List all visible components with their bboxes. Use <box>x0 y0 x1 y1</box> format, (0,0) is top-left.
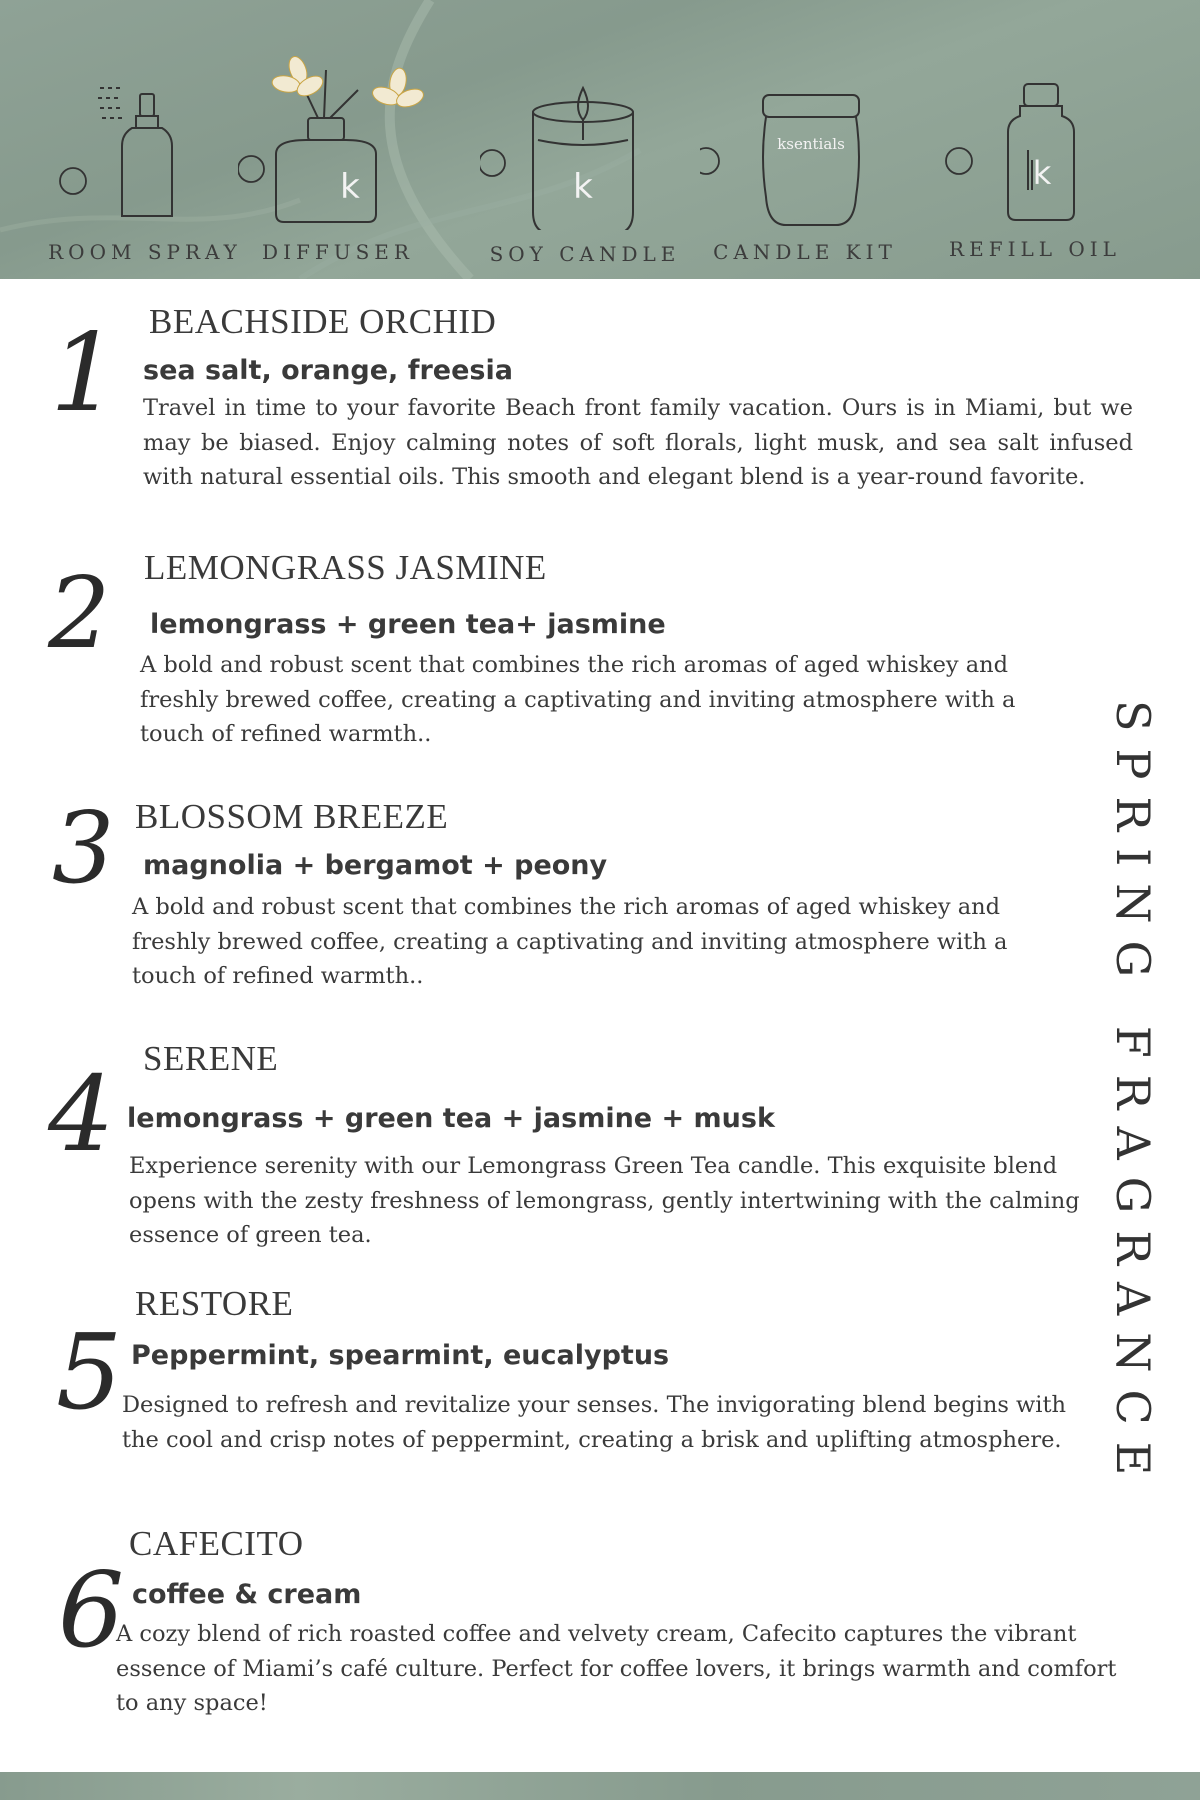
fragrance-notes: lemongrass + green tea+ jasmine <box>150 609 666 640</box>
fragrance-number: 1 <box>50 311 119 436</box>
fragrance-description: A bold and robust scent that combines the rich aromas of aged whiskey and freshly brewed coffee, creating a captivating and inviting atmosphere with a touch of refined warmth.. <box>140 652 1016 747</box>
spray-bottle-icon <box>40 0 250 230</box>
fragrance-number: 3 <box>52 792 115 906</box>
fragrance-notes: Peppermint, spearmint, eucalyptus <box>131 1340 670 1371</box>
fragrance-title: CAFECITO <box>129 1524 304 1563</box>
product-label: SOY CANDLE <box>489 242 681 266</box>
svg-text:k: k <box>1032 154 1052 192</box>
fragrance-notes: lemongrass + green tea + jasmine + musk <box>127 1103 775 1134</box>
product-refill-oil <box>930 0 1140 279</box>
fragrance-notes: magnolia + bergamot + peony <box>143 850 608 881</box>
product-label: REFILL OIL <box>949 237 1121 261</box>
oil-bottle-icon <box>930 0 1140 230</box>
svg-text:ksentials: ksentials <box>777 135 845 153</box>
product-room-spray <box>40 0 250 279</box>
product-diffuser <box>238 0 438 279</box>
reed-diffuser-icon <box>238 0 438 230</box>
svg-text:k: k <box>340 167 360 207</box>
fragrance-description: Designed to refresh and revitalize your senses. The invigorating blend begins with the cool and crisp notes of peppermint, creating a brisk and uplifting atmosphere. <box>122 1392 1067 1453</box>
fragrance-title: RESTORE <box>135 1284 294 1323</box>
fragrance-notes: sea salt, orange, freesia <box>143 355 513 386</box>
product-label: ROOM SPRAY <box>48 240 242 264</box>
fragrance-notes: coffee & cream <box>132 1579 362 1610</box>
fragrance-number: 2 <box>48 557 111 671</box>
fragrance-description: A bold and robust scent that combines the rich aromas of aged whiskey and freshly brewed coffee, creating a captivating and inviting atmosphere with a touch of refined warmth.. <box>132 894 1008 989</box>
fragrance-number: 5 <box>56 1311 123 1433</box>
fragrance-description: A cozy blend of rich roasted coffee and velvety cream, Cafecito captures the vibrant essence of Miami’s café culture. Perfect for coffee lovers, it brings warmth and comfort to any space! <box>116 1621 1117 1716</box>
fragrance-title: BEACHSIDE ORCHID <box>149 302 497 341</box>
fragrance-description: Travel in time to your favorite Beach front family vacation. Ours is in Miami, but we may be biased. Enjoy calming notes of soft florals, light musk, and sea salt infused with natural essential oils. This smooth and elegant blend is a year-round favorite. <box>143 395 1133 490</box>
fragrance-description: Experience serenity with our Lemongrass Green Tea candle. This exquisite blend opens with the zesty freshness of lemongrass, gently intertwining with the calming essence of green tea. <box>129 1153 1080 1248</box>
svg-text:k: k <box>573 167 593 207</box>
fragrance-title: SERENE <box>143 1039 279 1078</box>
candle-jar-icon <box>480 0 690 230</box>
candle-kit-pouch-icon <box>700 0 910 230</box>
header-banner <box>0 0 1200 279</box>
fragrance-number: 4 <box>48 1053 115 1175</box>
footer-band <box>0 1772 1200 1800</box>
product-soy-candle <box>480 0 690 279</box>
fragrance-title: BLOSSOM BREEZE <box>135 797 449 836</box>
product-label: CANDLE KIT <box>713 240 897 264</box>
product-candle-kit <box>700 0 910 279</box>
side-title: SPRING FRAGRANCE <box>1106 700 1160 1493</box>
fragrance-number: 6 <box>58 1549 125 1671</box>
product-label: DIFFUSER <box>262 240 414 264</box>
fragrance-title: LEMONGRASS JASMINE <box>144 548 547 587</box>
